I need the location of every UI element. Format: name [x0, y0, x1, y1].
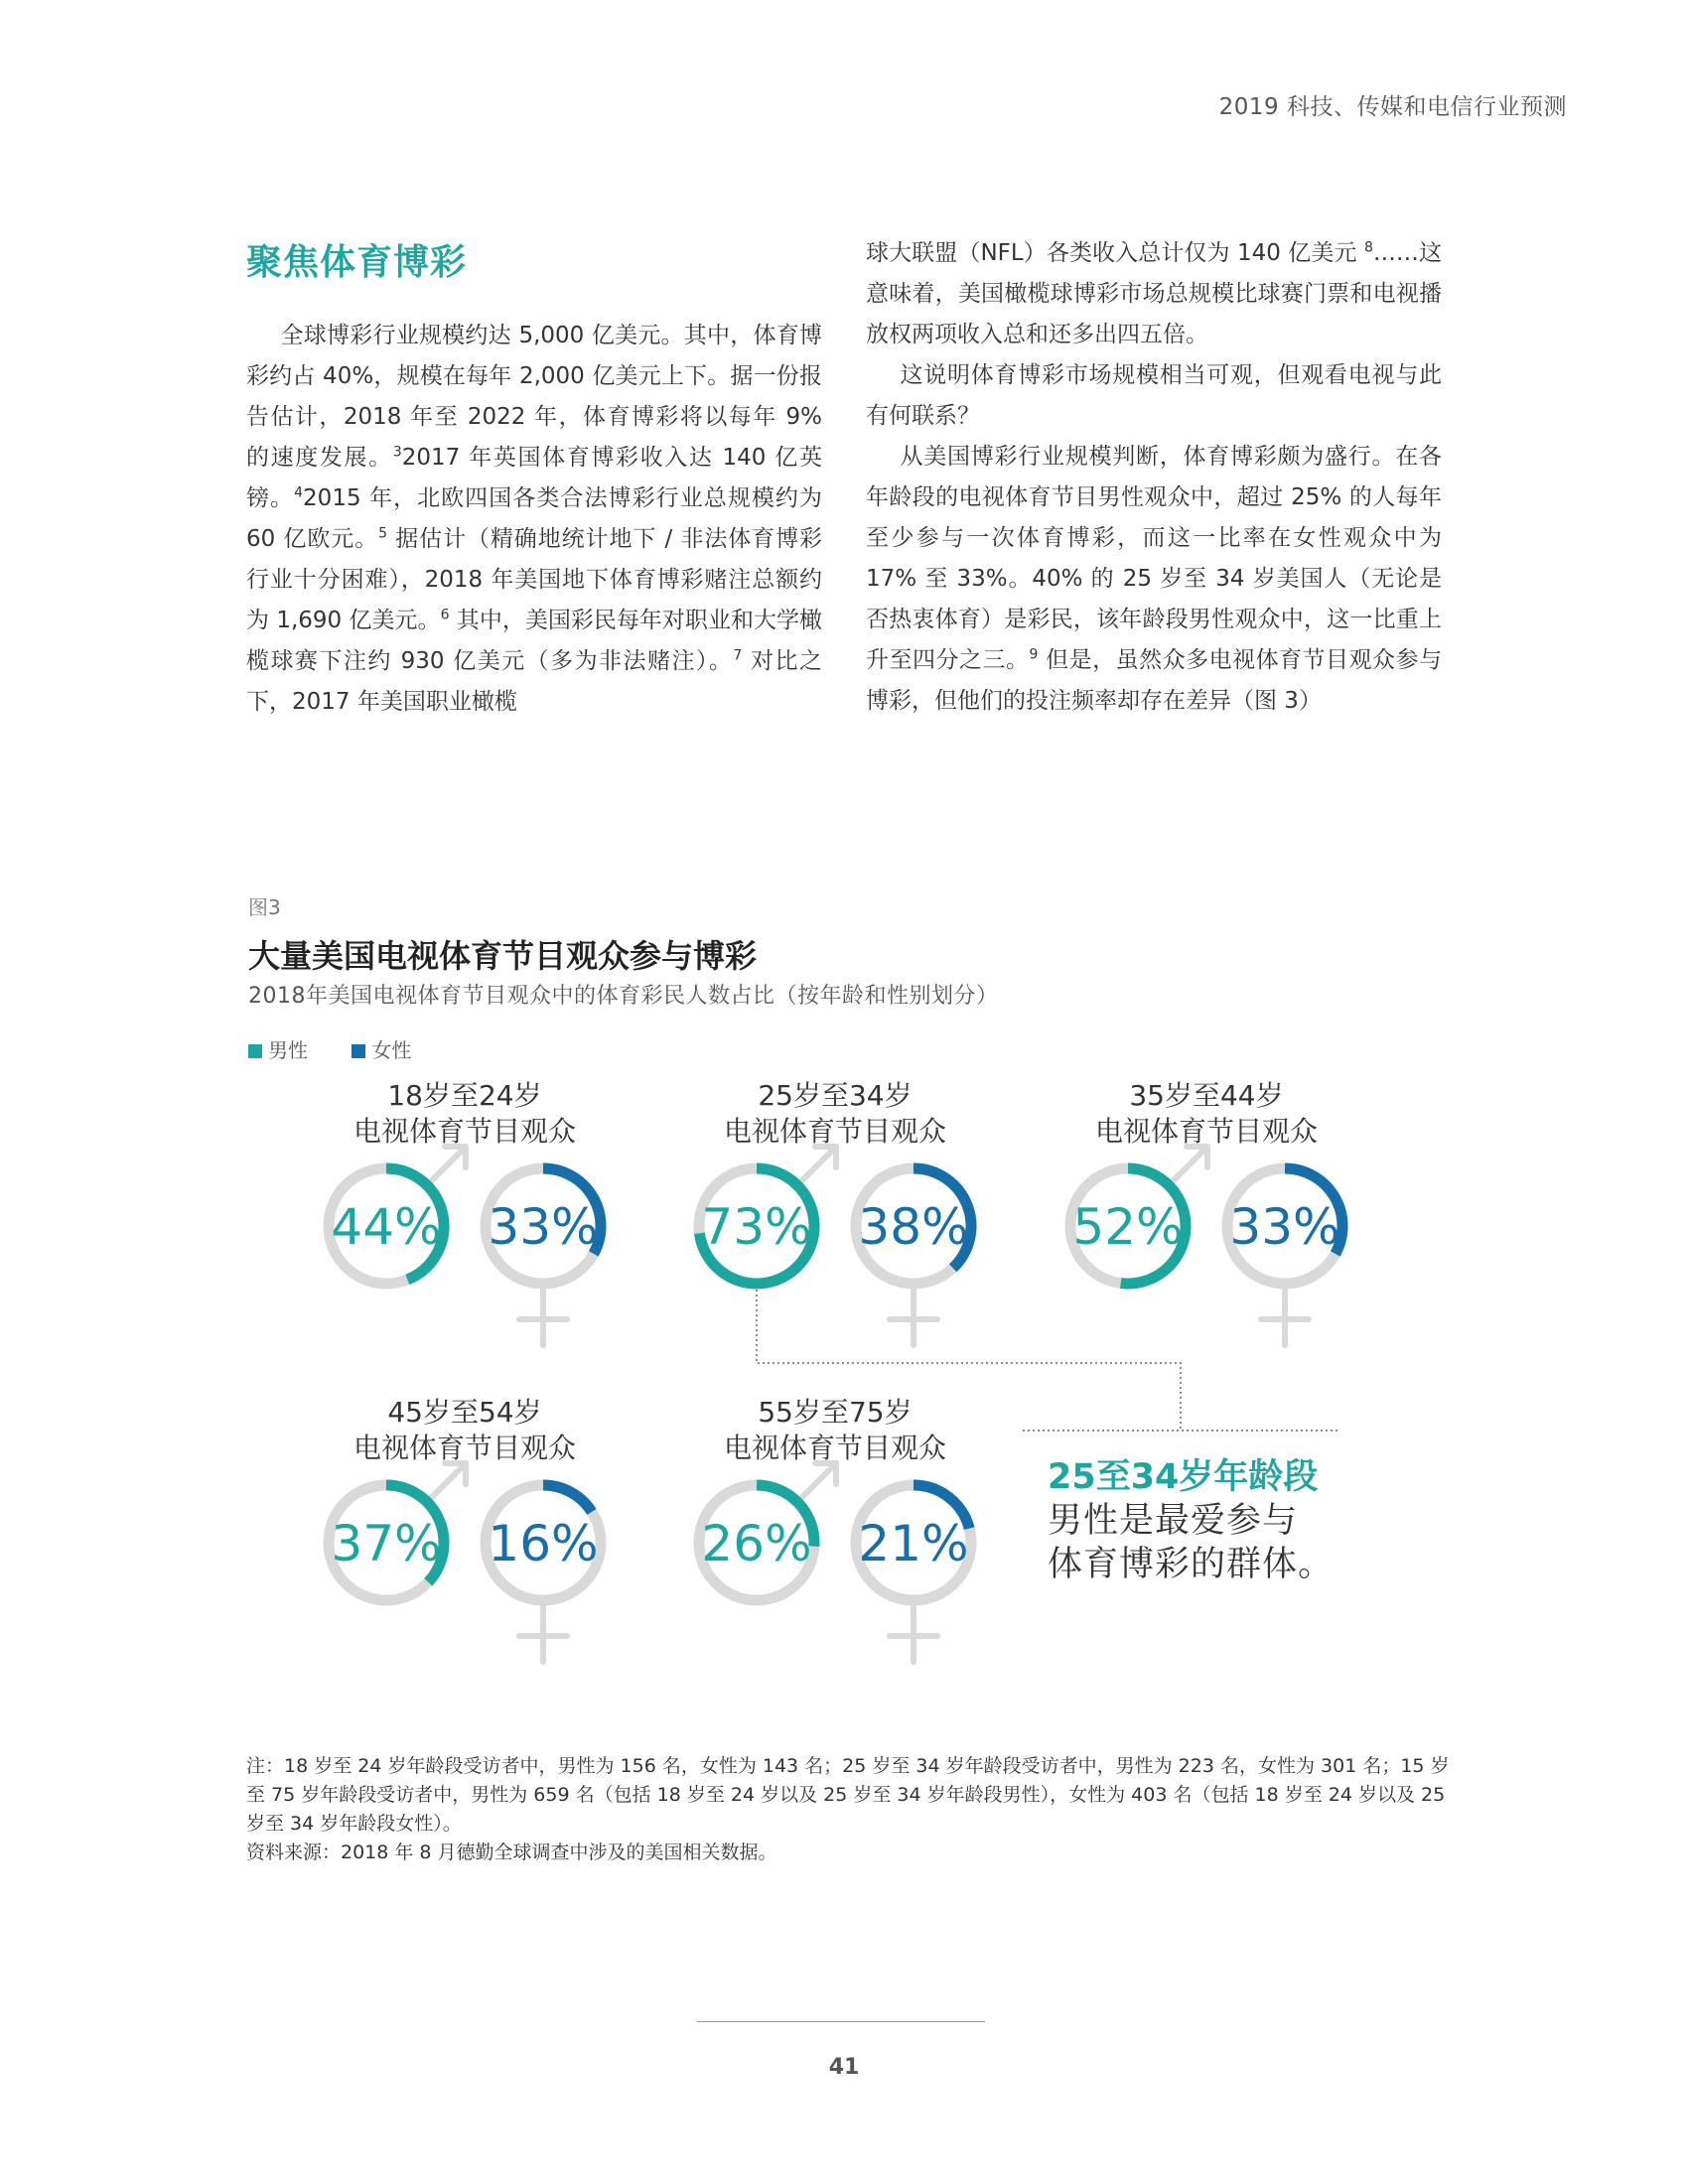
source-text: 资料来源：2018 年 8 月德勤全球调查中涉及的美国相关数据。 [246, 1842, 777, 1863]
footnote-ref[interactable]: 3 [392, 444, 402, 461]
figure-label: 图3 [248, 895, 281, 919]
audience-label: 电视体育节目观众 [723, 1115, 947, 1148]
page-number: 41 [828, 2055, 860, 2080]
male-symbol-arrow-icon [798, 1147, 836, 1184]
male-percent-label: 26% [701, 1515, 812, 1572]
age-group-label: 35岁至44岁 [1129, 1079, 1284, 1112]
female-percent-label: 16% [488, 1515, 599, 1572]
footnote-ref[interactable]: 5 [378, 525, 388, 542]
male-percent-label: 52% [1072, 1198, 1184, 1256]
figure-subtitle: 2018年美国电视体育节目观众中的体育彩民人数占比（按年龄和性别划分） [248, 984, 999, 1009]
male-percent-label: 73% [701, 1198, 812, 1256]
body-paragraph: 全球博彩行业规模约达 5,000 亿美元。其中，体育博彩约占 40%，规模在每年 2,000 亿美元上下。据一份报告估计，2018 年至 2022 年，体育博彩将以每年 9% 的速度发展。$^3$2017 年英国体育博彩收入达 140 亿英镑。$^4$2015 年，北欧四国各类合法博彩行业总规模约为 60 亿欧元。$^5$ 据估计（精确地统计地下 / 非法体育博彩行业十分困难），2018 年美国地下体育博彩赌注总额约为 1,690 亿美元。$^6$ 其中，美国彩民每年对职业和大学橄榄球赛下注约 930 亿美元（多为非法赌注）。$^7$ 对比之下，2017 年美国职业橄榄 [246, 323, 823, 715]
male-percent-label: 44% [331, 1198, 442, 1256]
footer-divider [697, 2021, 985, 2022]
male-symbol-arrow-icon [428, 1147, 466, 1184]
callout-line: 男性是最爱参与 [1048, 1501, 1299, 1541]
footnote-ref[interactable]: 9 [1029, 646, 1039, 663]
footnote-ref[interactable]: 8 [1363, 239, 1373, 256]
audience-label: 电视体育节目观众 [352, 1432, 577, 1464]
body-paragraph: 球大联盟（NFL）各类收入总计仅为 140 亿美元 $^8$……这意味着，美国橄榄球博彩市场总规模比球赛门票和电视播放权两项收入总和还多出四五倍。 [866, 239, 1442, 347]
age-group-label: 45岁至54岁 [387, 1396, 542, 1429]
age-group-label: 25岁至34岁 [758, 1079, 913, 1112]
running-header: 2019 科技、传媒和电信行业预测 [1218, 94, 1567, 120]
male-percent-label: 37% [331, 1515, 442, 1572]
note-text: 注：18 岁至 24 岁年龄段受访者中，男性为 156 名，女性为 143 名；25 岁至 34 岁年龄段受访者中，男性为 223 名，女性为 301 名；15 岁至 75 岁年龄段受访者中，男性为 659 名（包括 18 岁至 24 岁以及 25 岁至 34 岁年龄段男性），女性为 403 名（包括 18 岁至 24 岁以及 25 岁至 34 岁年龄段女性）。 [246, 1755, 1450, 1835]
female-percent-label: 33% [488, 1198, 599, 1256]
body-paragraph: 从美国博彩行业规模判断，体育博彩颇为盛行。在各年龄段的电视体育节目男性观众中，超过 25% 的人每年至少参与一次体育博彩，而这一比率在女性观众中为 17% 至 33%。40% 的 25 岁至 34 岁美国人（无论是否热衷体育）是彩民，该年龄段男性观众中，这一比重上升至四分之三。$^9$ 但是，虽然众多电视体育节目观众参与博彩，但他们的投注频率却存在差异（图 3） [866, 444, 1443, 714]
age-group-label: 55岁至75岁 [758, 1396, 913, 1429]
figure-notes [246, 1752, 1458, 1867]
body-paragraph: 这说明体育博彩市场规模相当可观，但观看电视与此有何联系？ [866, 362, 1442, 429]
audience-label: 电视体育节目观众 [723, 1432, 947, 1464]
female-percent-label: 21% [858, 1515, 969, 1572]
male-symbol-arrow-icon [428, 1463, 466, 1501]
legend-label-female: 女性 [371, 1038, 412, 1062]
chart-callout [1048, 1455, 1334, 1586]
figure-title: 大量美国电视体育节目观众参与博彩 [248, 937, 758, 975]
callout-line: 体育博彩的群体。 [1048, 1545, 1335, 1584]
callout-highlight: 25至34岁年龄段 [1048, 1457, 1319, 1497]
audience-label: 电视体育节目观众 [352, 1115, 577, 1148]
age-group-label: 18岁至24岁 [387, 1079, 542, 1112]
male-symbol-arrow-icon [1170, 1147, 1207, 1184]
female-percent-label: 38% [858, 1198, 969, 1256]
footnote-ref[interactable]: 6 [440, 607, 450, 623]
male-symbol-arrow-icon [798, 1463, 836, 1501]
legend-label-male: 男性 [268, 1038, 308, 1062]
female-ring-value [543, 1485, 592, 1512]
footnote-ref[interactable]: 7 [733, 647, 743, 664]
footnote-ref[interactable]: 4 [294, 484, 304, 501]
audience-label: 电视体育节目观众 [1094, 1115, 1319, 1148]
female-percent-label: 33% [1229, 1198, 1340, 1256]
section-heading: 聚焦体育博彩 [246, 242, 468, 283]
